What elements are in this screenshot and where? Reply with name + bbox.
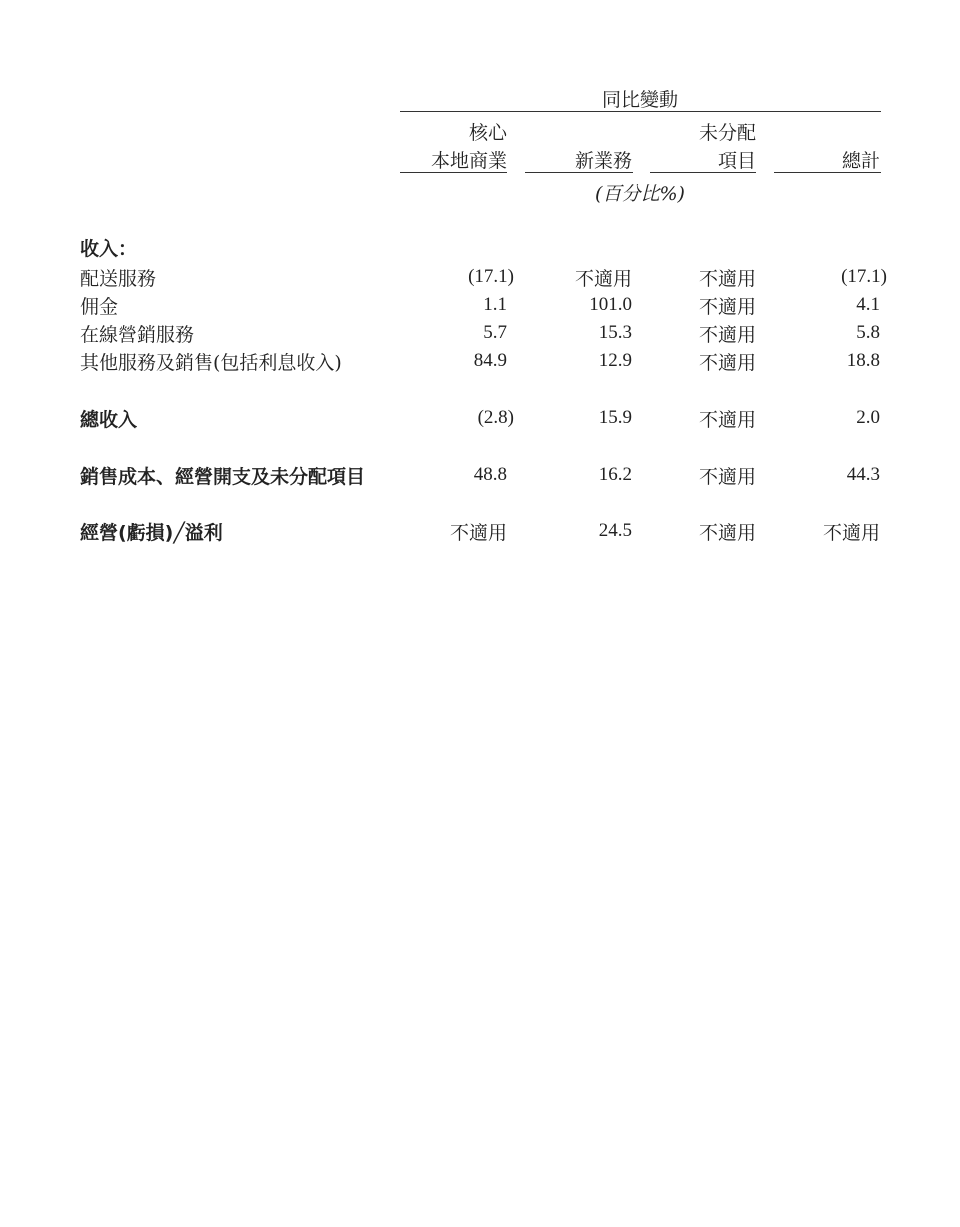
row-value-total: 4.1 [856,294,880,315]
total-revenue-label: 總收入 [80,409,138,431]
col-core-rule [400,172,507,173]
total-revenue-core: (2.8) [477,407,514,428]
row-value-total: 5.8 [856,322,880,343]
row-value-unalloc: 不適用 [698,324,756,346]
row-value-unalloc: 不適用 [698,296,756,318]
col-new-rule [525,172,633,173]
row-value-new: 101.0 [589,294,632,315]
row-value-total: 18.8 [846,350,880,371]
col-core-line1: 核心 [468,122,507,144]
operating-row-unalloc: 不適用 [698,522,756,544]
operating-row-new: 24.5 [598,520,632,541]
row-value-unalloc: 不適用 [698,352,756,374]
row-value-total: (17.1) [841,266,887,287]
cost-row-unalloc: 不適用 [698,466,756,488]
row-value-unalloc: 不適用 [698,268,756,290]
cost-row-total: 44.3 [846,464,880,485]
row-value-new: 不適用 [574,268,632,290]
col-core-line2: 本地商業 [430,150,507,172]
section-label-revenue: 收入： [80,238,138,260]
group-title: 同比變動 [601,89,678,111]
col-unalloc-rule [650,172,756,173]
col-total-rule [774,172,881,173]
row-value-new: 12.9 [598,350,632,371]
row-value-core: (17.1) [468,266,514,287]
row-value-core: 5.7 [483,322,507,343]
row-label: 配送服務 [80,268,157,290]
row-value-core: 1.1 [483,294,507,315]
col-unalloc-line2: 項目 [717,150,756,172]
cost-row-new: 16.2 [598,464,632,485]
row-value-new: 15.3 [598,322,632,343]
col-unalloc-line1: 未分配 [698,122,756,144]
cost-row-label: 銷售成本、經營開支及未分配項目 [80,466,366,488]
row-label: 在線營銷服務 [80,324,195,346]
unit-note: (百分比%) [595,183,685,205]
col-new-line2: 新業務 [574,150,632,172]
total-revenue-new: 15.9 [598,407,632,428]
cost-row-core: 48.8 [473,464,507,485]
total-revenue-unalloc: 不適用 [698,409,756,431]
total-revenue-total: 2.0 [856,407,880,428]
row-value-core: 84.9 [473,350,507,371]
group-title-rule [400,111,881,112]
row-label: 佣金 [80,296,119,318]
operating-row-core: 不適用 [449,522,507,544]
col-total-line2: 總計 [841,150,880,172]
operating-row-label: 經營(虧損)╱溢利 [80,522,223,544]
row-label: 其他服務及銷售(包括利息收入) [80,352,342,374]
operating-row-total: 不適用 [822,522,880,544]
